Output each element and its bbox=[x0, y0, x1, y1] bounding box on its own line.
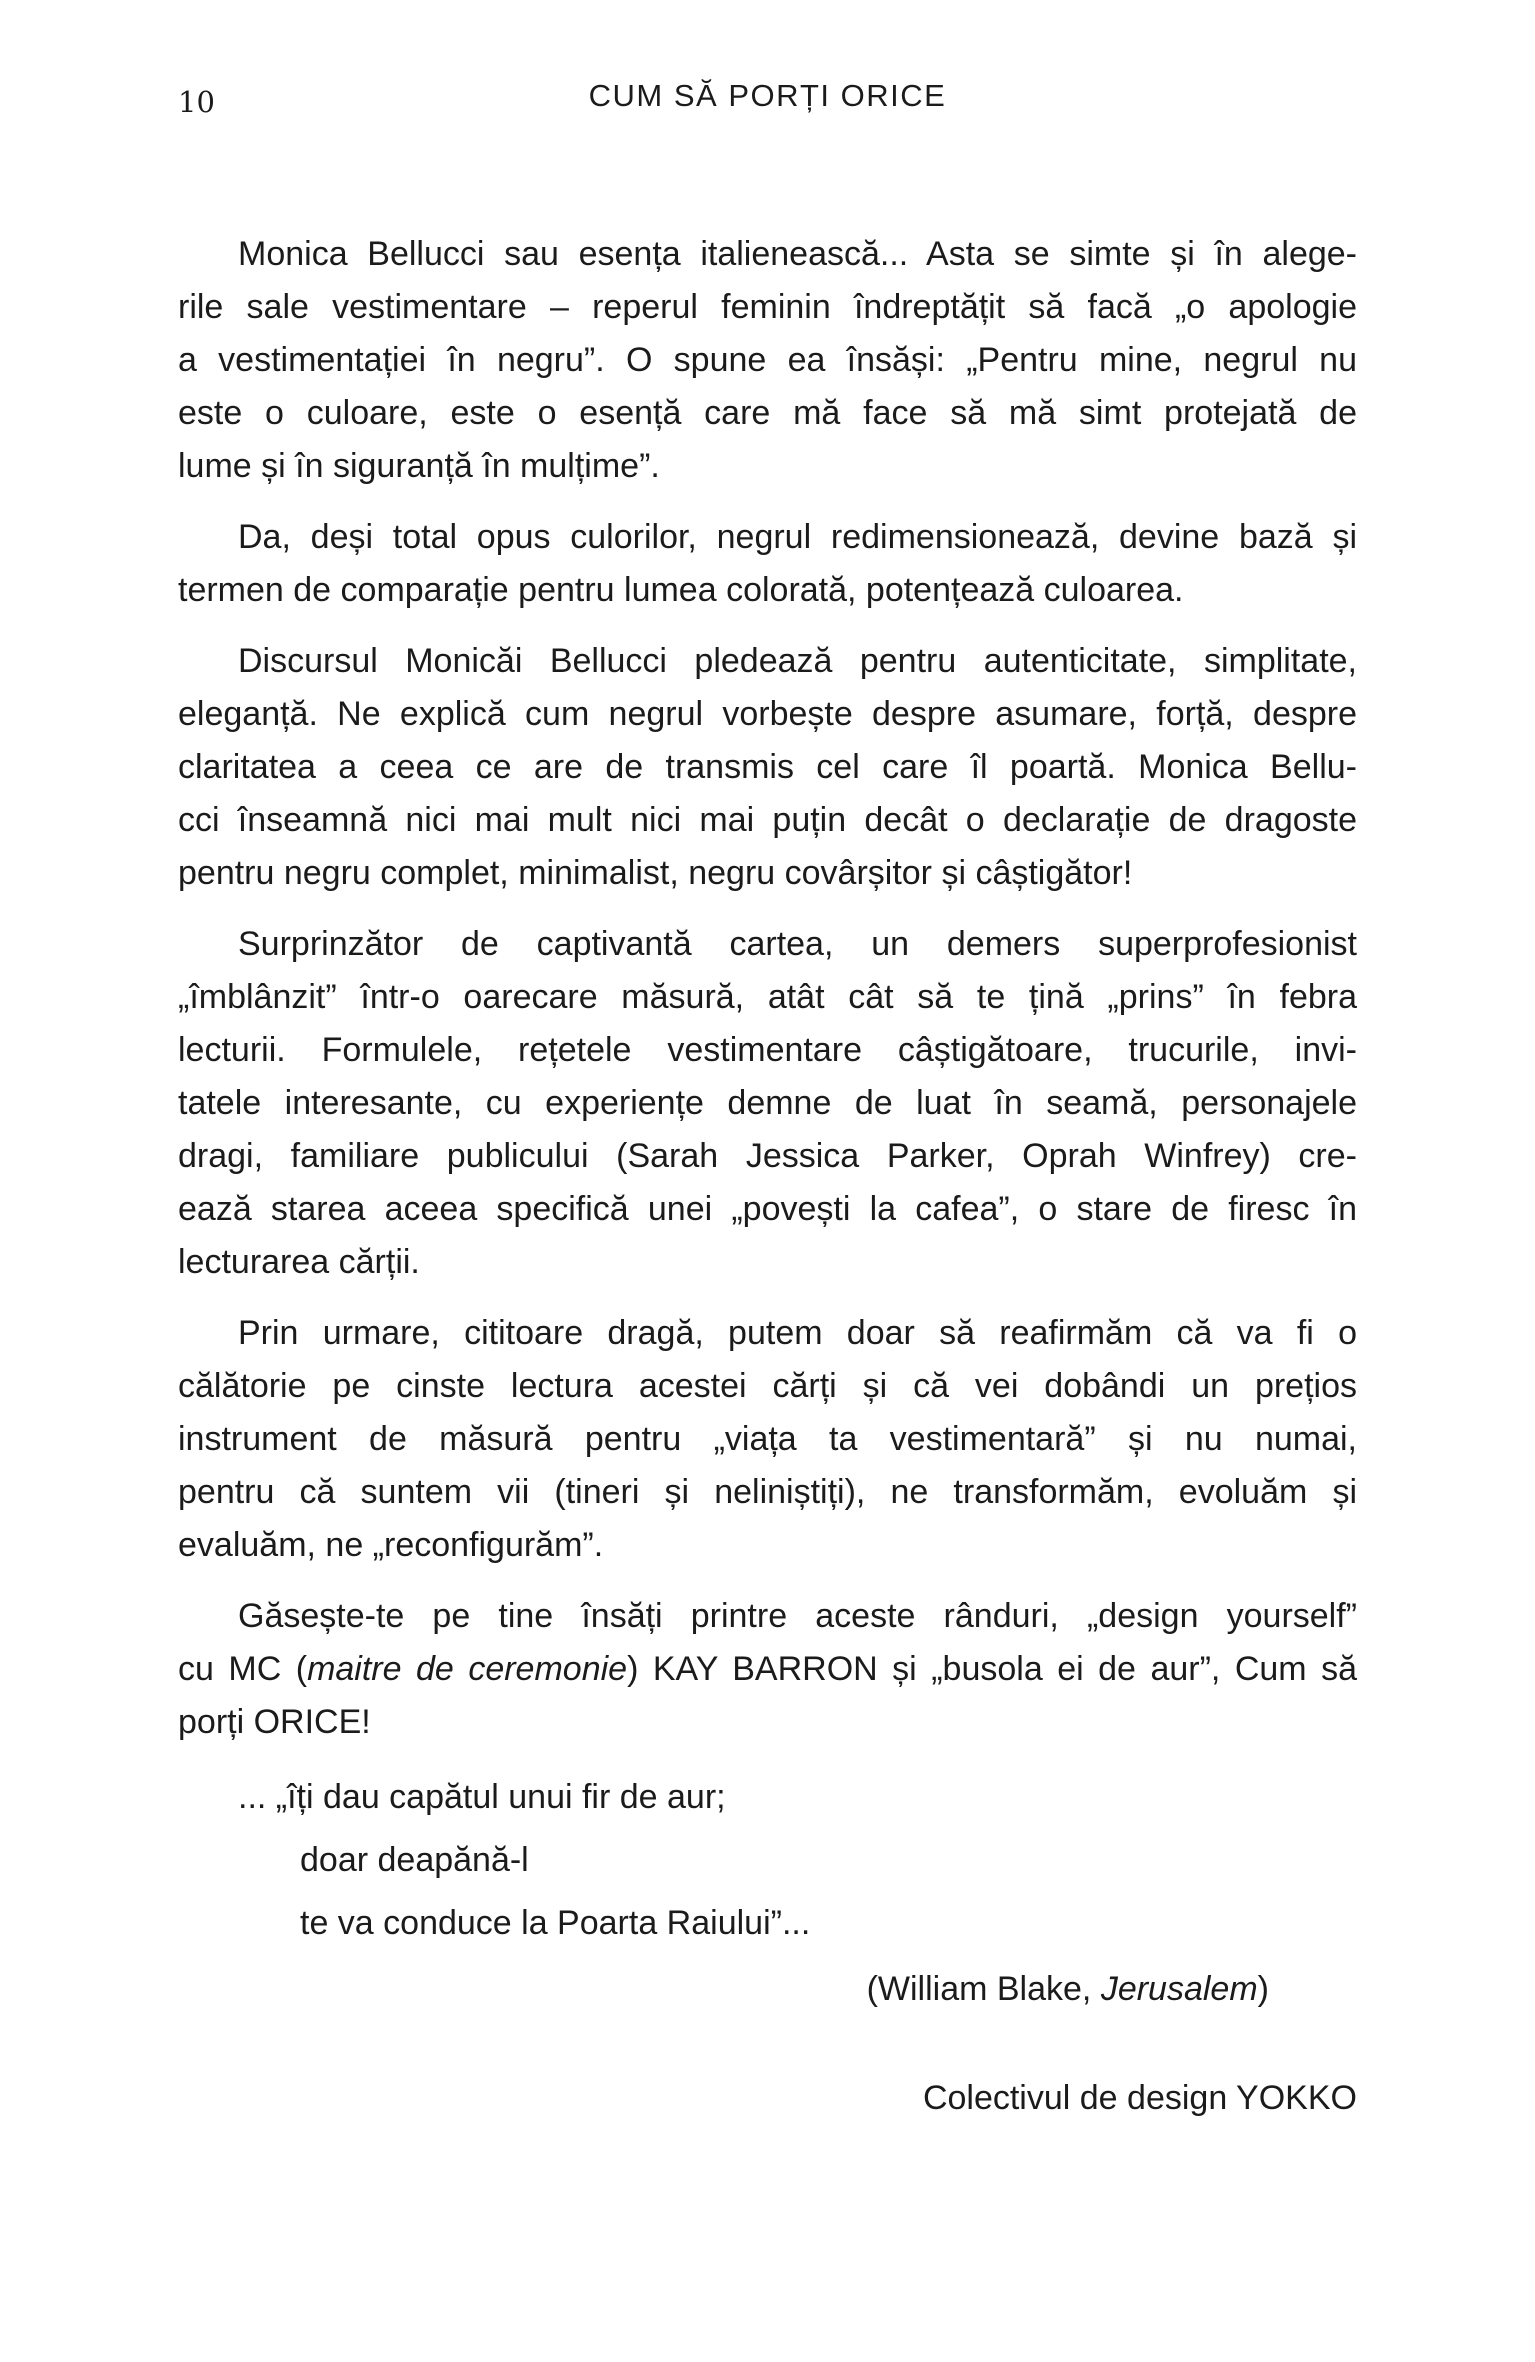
text-segment: eleganță. Ne explică cum negrul vorbește despre asumare, forță, despre bbox=[178, 695, 1357, 733]
text-segment: a vestimentației în negru”. O spune ea însăși: „Pentru mine, negrul nu bbox=[178, 341, 1357, 379]
text-segment: Discursul Monicăi Bellucci pledează pentru autenticitate, simplitate, bbox=[238, 642, 1357, 680]
verse-line: doar deapănă-l bbox=[300, 1841, 529, 1879]
text-line bbox=[178, 228, 1357, 281]
text-segment: „îmblânzit” într-o oarecare măsură, atât cât să te țină „prins” în febra bbox=[178, 978, 1357, 1016]
text-segment: termen de comparație pentru lumea colorată, potențează culoarea. bbox=[178, 571, 1184, 609]
text-line bbox=[178, 971, 1357, 1024]
text-segment: Surprinzător de captivantă cartea, un demers superprofesionist bbox=[238, 925, 1357, 963]
text-segment: maitre de ceremonie bbox=[307, 1650, 628, 1688]
text-segment: claritatea a ceea ce are de transmis cel care îl poartă. Monica Bellu- bbox=[178, 748, 1357, 786]
paragraph bbox=[178, 635, 1357, 900]
text-line bbox=[178, 1024, 1357, 1077]
text-segment: ) KAY BARRON și „busola ei de aur”, Cum să bbox=[627, 1650, 1358, 1688]
paragraph bbox=[178, 1307, 1357, 1572]
text-line bbox=[178, 281, 1357, 334]
text-segment: lume și în siguranță în mulțime”. bbox=[178, 447, 660, 485]
text-segment: Prin urmare, cititoare dragă, putem doar să reafirmăm că va fi o bbox=[238, 1314, 1357, 1352]
text-segment: Da, deși total opus culorilor, negrul redimensionează, devine bază și bbox=[238, 518, 1357, 556]
text-line bbox=[178, 440, 1357, 493]
page-header bbox=[0, 0, 1535, 119]
verse-quote bbox=[178, 1766, 1357, 1955]
text-segment: pentru că suntem vii (tineri și neliniștiți), ne transformăm, evoluăm și bbox=[178, 1473, 1357, 1511]
text-segment: Găsește-te pe tine însăți printre aceste rânduri, „design yourself” bbox=[238, 1597, 1357, 1635]
text-line bbox=[178, 511, 1357, 564]
text-line bbox=[178, 1307, 1357, 1360]
text-segment: călătorie pe cinste lectura acestei cărți și că vei dobândi un prețios bbox=[178, 1367, 1357, 1405]
text-line bbox=[178, 1466, 1357, 1519]
text-line bbox=[178, 1183, 1357, 1236]
text-line bbox=[178, 794, 1357, 847]
text-line bbox=[178, 1696, 1357, 1749]
text-segment: tatele interesante, cu experiențe demne de luat în seamă, personajele bbox=[178, 1084, 1357, 1122]
text-segment: este o culoare, este o esență care mă face să mă simt protejată de bbox=[178, 394, 1357, 432]
verse-line: ... „îți dau capătul unui fir de aur; bbox=[238, 1778, 726, 1816]
text-segment: pentru negru complet, minimalist, negru covârșitor și câștigător! bbox=[178, 854, 1133, 892]
text-line bbox=[178, 1130, 1357, 1183]
text-segment: cu MC ( bbox=[178, 1650, 308, 1688]
paragraph bbox=[178, 228, 1357, 493]
page-body bbox=[0, 228, 1535, 2125]
text-segment: ează starea aceea specifică unei „povești la cafea”, o stare de firesc în bbox=[178, 1190, 1357, 1228]
text-line bbox=[178, 918, 1357, 971]
text-segment: (William Blake, bbox=[866, 1970, 1101, 2008]
text-line bbox=[178, 1077, 1357, 1130]
text-segment: lecturarea cărții. bbox=[178, 1243, 420, 1281]
verse-line: te va conduce la Poarta Raiului”... bbox=[300, 1904, 811, 1942]
text-line bbox=[178, 1360, 1357, 1413]
text-segment: ) bbox=[1257, 1970, 1269, 2008]
paragraph bbox=[178, 918, 1357, 1289]
text-segment: porți ORICE! bbox=[178, 1703, 371, 1741]
text-segment: dragi, familiare publicului (Sarah Jessica Parker, Oprah Winfrey) cre- bbox=[178, 1137, 1357, 1175]
text-segment: Jerusalem bbox=[1100, 1970, 1258, 2008]
signature: Colectivul de design YOKKO bbox=[922, 2079, 1357, 2117]
text-line bbox=[178, 635, 1357, 688]
text-line bbox=[178, 564, 1357, 617]
text-segment: evaluăm, ne „reconfigurăm”. bbox=[178, 1526, 604, 1564]
text-line bbox=[178, 334, 1357, 387]
running-title: CUM SĂ PORȚI ORICE bbox=[588, 78, 947, 113]
text-segment: instrument de măsură pentru „viața ta vestimentară” și nu numai, bbox=[178, 1420, 1357, 1458]
paragraph bbox=[178, 511, 1357, 617]
quote-attribution bbox=[178, 1963, 1357, 2016]
text-line bbox=[178, 387, 1357, 440]
page-number: 10 bbox=[178, 85, 215, 119]
text-segment: cci înseamnă nici mai mult nici mai puțin decât o declarație de dragoste bbox=[178, 801, 1357, 839]
text-segment: lecturii. Formulele, rețetele vestimentare câștigătoare, trucurile, invi- bbox=[178, 1031, 1357, 1069]
text-line bbox=[178, 741, 1357, 794]
text-line bbox=[178, 1643, 1357, 1696]
text-line bbox=[178, 1590, 1357, 1643]
text-line bbox=[178, 847, 1357, 900]
text-line bbox=[178, 1519, 1357, 1572]
text-segment: rile sale vestimentare – reperul feminin îndreptățit să facă „o apologie bbox=[178, 288, 1357, 326]
text-segment: Monica Bellucci sau esența italienească... Asta se simte și în alege- bbox=[238, 235, 1357, 273]
paragraph bbox=[178, 1590, 1357, 1749]
text-line bbox=[178, 1413, 1357, 1466]
text-line bbox=[178, 1236, 1357, 1289]
text-line bbox=[178, 688, 1357, 741]
